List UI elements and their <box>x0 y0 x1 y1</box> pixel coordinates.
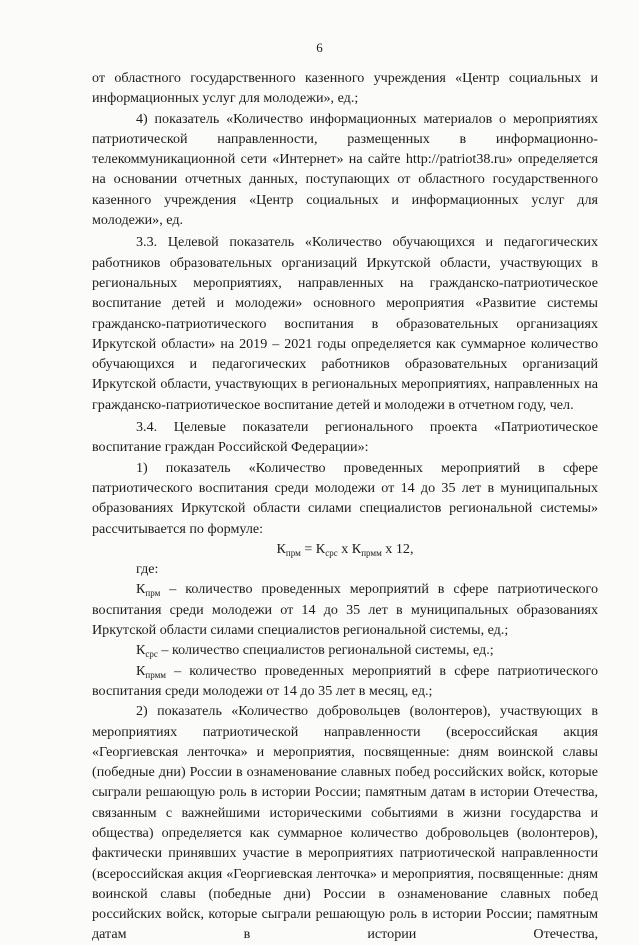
paragraph-indicator-2: 2) показатель «Количество добровольцев (волонтеров), участвующих в мероприятиях патриотической направленности (всероссийская акция «Георгиевская ленточка» и мероприятия, посвященные: дням воинской славы (победные дни) России в ознаменование славных побед российских войск, которые сыграли решающую роль в истории России; памятным датам в истории Отечества, связанным с важнейшими историческими событиями в жизни государства и общества) определяется как суммарное количество добровольцев (волонтеров), фактически принявших участие в мероприятиях патриотической направленности (всероссийская акция «Георгиевская ленточка» и мероприятия, посвященные: дням воинской славы (победные дни) России в ознаменование славных побед российских войск, которые сыграли решающую роль в истории России; памятным датам в истории Отечества, <box>92 703 598 943</box>
paragraph-3-3: 3.3. Целевой показатель «Количество обучающихся и педагогических работников образовательных организаций Иркутской области, участвующих в региональных мероприятиях, направленных на гражданско-патриотическое воспитание детей и молодежи» основного мероприятия «Развитие системы гражданско-патриотического воспитания в образовательных организациях Иркутской области» на 2019 – 2021 годы определяется как суммарное количество обучающихся и педагогических работников образовательных организаций Иркутской области, участвующих в региональных мероприятиях, направленных на гражданско-патриотическое воспитание детей и молодежи в отчетном году, чел. <box>92 234 598 413</box>
document-body <box>92 66 598 945</box>
def-sub-srs: срс <box>145 649 158 660</box>
formula <box>92 539 598 559</box>
paragraph-3-4: 3.4. Целевые показатели регионального проекта «Патриотическое воспитание граждан Российской Федерации»: <box>92 419 598 456</box>
def-text-srs: – количество специалистов региональной системы, ед.; <box>157 642 494 659</box>
formula-eq: = <box>300 540 316 557</box>
def-k2: К <box>136 642 146 659</box>
paragraph-continuation: от областного государственного казенного учреждения «Центр социальных и информационных услуг для молодежи», ед.; <box>92 70 598 107</box>
formula-sub-prmm: прмм <box>361 547 382 558</box>
definition-k-prmm <box>92 661 598 702</box>
paragraph-indicator-4: 4) показатель «Количество информационных материалов о мероприятиях патриотической направленности, размещенных в информационно-телекоммуникационной сети «Интернет» на сайте http://patriot38.ru» определяется на основании отчетных данных, поступающих от областного государственного казенного учреждения «Центр социальных и информационных услуг для молодежи», ед. <box>92 110 598 229</box>
formula-times: х <box>337 540 352 557</box>
formula-k2: К <box>315 540 326 557</box>
formula-tail: х 12, <box>381 540 414 557</box>
formula-k3: К <box>351 540 362 557</box>
def-text-prmm: – количество проведенных мероприятий в сфере патриотического воспитания среди молодежи от 14 до 35 лет в месяц, ед.; <box>92 662 598 699</box>
def-sub-prm: прм <box>145 588 161 599</box>
page-number: 6 <box>316 40 323 55</box>
where-label: где: <box>136 561 159 578</box>
def-k1: К <box>136 581 146 598</box>
formula-sub-srs: срс <box>325 547 338 558</box>
formula-k1: К <box>276 540 286 557</box>
formula-sub-prm: прм <box>285 547 301 558</box>
def-sub-prmm: прмм <box>145 669 166 680</box>
def-text-prm: – количество проведенных мероприятий в сфере патриотического воспитания среди молодежи от 14 до 35 лет в муниципальных образованиях Иркутской области силами специалистов региональной системы, ед.; <box>92 581 598 639</box>
def-k3: К <box>136 662 146 679</box>
definition-k-prm <box>92 579 598 640</box>
definition-k-srs <box>92 640 598 660</box>
paragraph-indicator-1: 1) показатель «Количество проведенных мероприятий в сфере патриотического воспитания среди молодежи от 14 до 35 лет в муниципальных образованиях Иркутской области силами специалистов региональной системы» рассчитывается по формуле: <box>92 459 598 537</box>
